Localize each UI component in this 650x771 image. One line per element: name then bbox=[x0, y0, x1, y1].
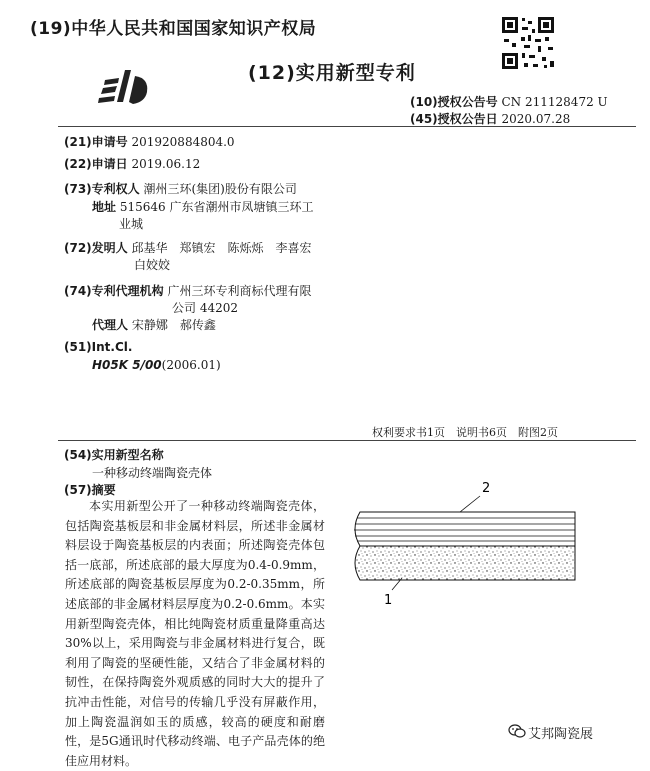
document-type: (12)实用新型专利 bbox=[248, 62, 416, 84]
publication-number: CN 211128472 U bbox=[501, 95, 608, 109]
abstract-body bbox=[65, 497, 325, 771]
office-title: (19)中华人民共和国国家知识产权局 bbox=[30, 19, 317, 39]
publication-number-label: (10)授权公告号 bbox=[410, 95, 498, 109]
address-row bbox=[92, 198, 313, 215]
application-date: 2019.06.12 bbox=[131, 157, 201, 171]
ipc-code: H05K 5/00 bbox=[92, 358, 162, 372]
publication-date-label: (45)授权公告日 bbox=[410, 112, 498, 126]
pages-info: 权利要求书1页 说明书6页 附图2页 bbox=[372, 426, 558, 439]
publication-date-row bbox=[410, 110, 570, 127]
agency-row bbox=[64, 282, 312, 299]
publication-number-row bbox=[410, 93, 608, 110]
application-number-row bbox=[64, 133, 235, 150]
agency-line1: 广州三环专利商标代理有限 bbox=[167, 284, 312, 298]
address-line2: 业城 bbox=[119, 217, 144, 231]
title-label: (54)实用新型名称 bbox=[64, 448, 164, 462]
address-line1: 515646 广东省潮州市凤塘镇三环工 bbox=[119, 200, 314, 214]
agents-label: 代理人 bbox=[92, 318, 129, 332]
publication-date: 2020.07.28 bbox=[501, 112, 571, 126]
abstract-label: (57)摘要 bbox=[64, 483, 116, 497]
agents-row bbox=[92, 316, 216, 333]
section-divider bbox=[58, 440, 636, 441]
address-label: 地址 bbox=[92, 200, 117, 214]
agency-line2: 公司 44202 bbox=[172, 301, 238, 315]
ipc-label: (51)Int.Cl. bbox=[64, 340, 133, 354]
figure-label-1: 1 bbox=[384, 593, 393, 608]
agents: 宋静娜 郝传鑫 bbox=[131, 318, 216, 332]
cross-section-figure bbox=[340, 478, 600, 618]
application-date-row bbox=[64, 155, 200, 172]
patent-holder: 潮州三环(集团)股份有限公司 bbox=[143, 182, 297, 196]
patent-holder-label: (73)专利权人 bbox=[64, 182, 140, 196]
watermark-text: 艾邦陶瓷展 bbox=[528, 727, 594, 742]
wechat-icon bbox=[508, 723, 526, 739]
application-date-label: (22)申请日 bbox=[64, 157, 128, 171]
ipc-row bbox=[92, 358, 221, 372]
cnipa-logo-icon bbox=[95, 58, 157, 110]
non-metal-layer bbox=[355, 546, 575, 580]
qr-code-icon[interactable] bbox=[500, 15, 556, 71]
figure-label-2: 2 bbox=[482, 481, 491, 496]
inventors-line1: 邱基华 郑镇宏 陈烁烁 李喜宏 bbox=[131, 241, 312, 255]
utility-model-title: 一种移动终端陶瓷壳体 bbox=[92, 466, 213, 480]
abstract-text: 本实用新型公开了一种移动终端陶瓷壳体，包括陶瓷基板层和非金属材料层，所述非金属材料层设于陶瓷基板层的内表面；所述陶瓷壳体包括一底部，所述底部的最大厚度为0.4-0.9mm，所述底部的陶瓷基板层厚度为0.2-0.35mm，所述底部的非金属材料层厚度为0.2-0.6mm。本实用新型陶瓷壳体，相比纯陶瓷材质重量降重高达30%以上，采用陶瓷与非金属材料进行复合，既利用了陶瓷的坚硬性能，又结合了非金属材料的韧性，在保持陶瓷外观质感的同时大大的提升了抗冲击性能，对信号的传输几乎没有屏蔽作用，加上陶瓷温润如玉的质感，较高的硬度和耐磨性，是5G通讯时代移动终端、电子产品壳体的绝佳应用材料。 bbox=[65, 499, 325, 768]
header-divider bbox=[58, 126, 636, 127]
ipc-version: (2006.01) bbox=[161, 358, 221, 372]
application-number: 201920884804.0 bbox=[131, 135, 235, 149]
application-number-label: (21)申请号 bbox=[64, 135, 128, 149]
inventors-row bbox=[64, 239, 312, 256]
inventors-line2: 白姣姣 bbox=[134, 258, 171, 272]
patent-holder-row bbox=[64, 180, 297, 197]
inventors-label: (72)发明人 bbox=[64, 241, 128, 255]
agency-label: (74)专利代理机构 bbox=[64, 284, 164, 298]
